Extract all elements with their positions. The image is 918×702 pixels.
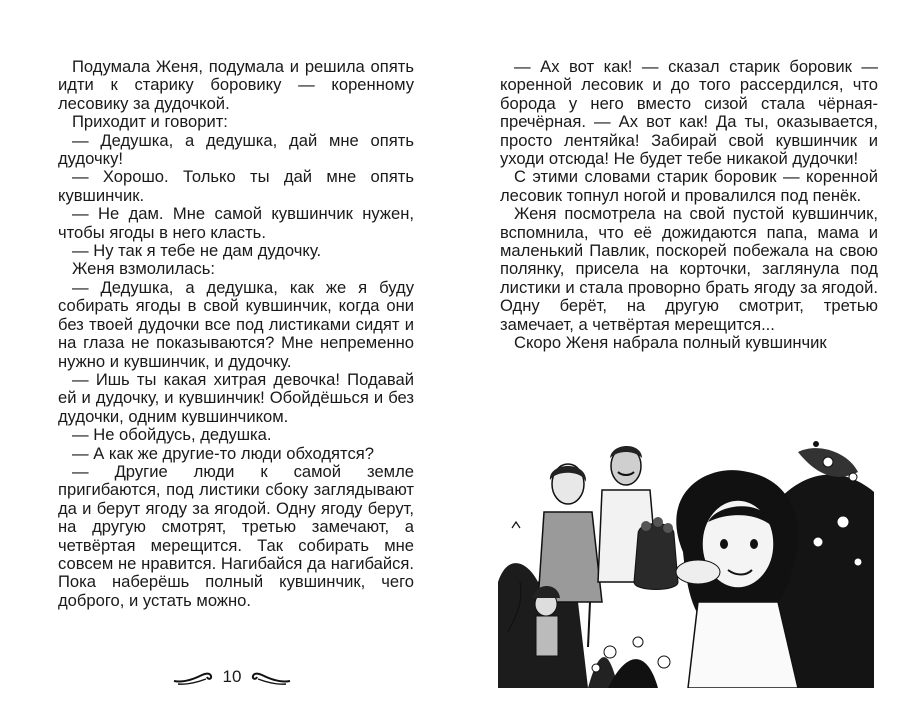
paragraph: — Хорошо. Только ты дай мне опять кувшинчик. xyxy=(58,167,414,205)
paragraph: — Ах вот как! — сказал старик боровик — коренной лесовик и до того рассердился, что борода у него вместо сизой стала чёрная-пречёрная. — Ах вот как! Да ты, оказывается, просто лентяйка! Забирай свой кувшинчик и уходи отсюда! Не будет тебе никакой дудочки! xyxy=(500,57,878,169)
paragraph: — Дедушка, а дедушка, дай мне опять дудочку! xyxy=(58,130,414,169)
paragraph: — Не обойдусь, дедушка. xyxy=(72,425,272,445)
illustration-girl-with-jug xyxy=(498,432,874,688)
paragraph: Приходит и говорит: xyxy=(72,112,228,132)
paragraph: Скоро Женя набрала полный кувшинчик xyxy=(514,333,827,353)
paragraph: — Ну так я тебе не дам дудочку. xyxy=(72,241,322,261)
paragraph: — Дедушка, а дедушка, как же я буду собирать ягоды в свой кувшинчик, когда они без твоей дудочки все под листиками сидят и на глаза не показываются? Мне непременно нужно и кувшинчик, и дудочку. xyxy=(58,277,414,371)
right-flourish-icon xyxy=(248,667,292,687)
left-flourish-icon xyxy=(172,667,216,687)
left-page-text xyxy=(58,58,414,610)
paragraph: Женя взмолилась: xyxy=(72,259,216,279)
page-folio xyxy=(172,664,292,690)
paragraph: С этими словами старик боровик — коренной лесовик топнул ногой и провалился под пенёк. xyxy=(500,167,878,205)
right-page-text xyxy=(500,58,878,353)
paragraph: — Не дам. Мне самой кувшинчик нужен, чтобы ягоды в него класть. xyxy=(58,204,414,242)
paragraph: Женя посмотрела на свой пустой кувшинчик, вспомнила, что её дожидаются папа, мама и маленький Павлик, поскорей побежала на свою полянку, присела на корточки, заглянула под листики и стала проворно брать ягоду за ягодой. Одну берёт, на другую смотрит, третью замечает, а четвёртая мерещится... xyxy=(500,204,878,334)
paragraph: — Другие люди к самой земле пригибаются, под листики сбоку заглядывают да и берут ягоду за ягодой. Одну ягоду берут, на другую смотрят, третью замечают, а четвёртая мерещится. Так собирать мне совсем не нравится. Нагибайся да нагибайся. Пока наберёшь полный кувшинчик, чего доброго, и устать можно. xyxy=(58,461,414,610)
paragraph: — А как же другие-то люди обходятся? xyxy=(72,443,374,463)
paragraph: — Ишь ты какая хитрая девочка! Подавай ей и дудочку, и кувшинчик! Обойдёшься и без дудочки, одним кувшинчиком. xyxy=(58,369,414,426)
page-number: 10 xyxy=(222,667,242,686)
paragraph: Подумала Женя, подумала и решила опять идти к старику боровику — коренному лесовику за дудочкой. xyxy=(58,57,414,113)
